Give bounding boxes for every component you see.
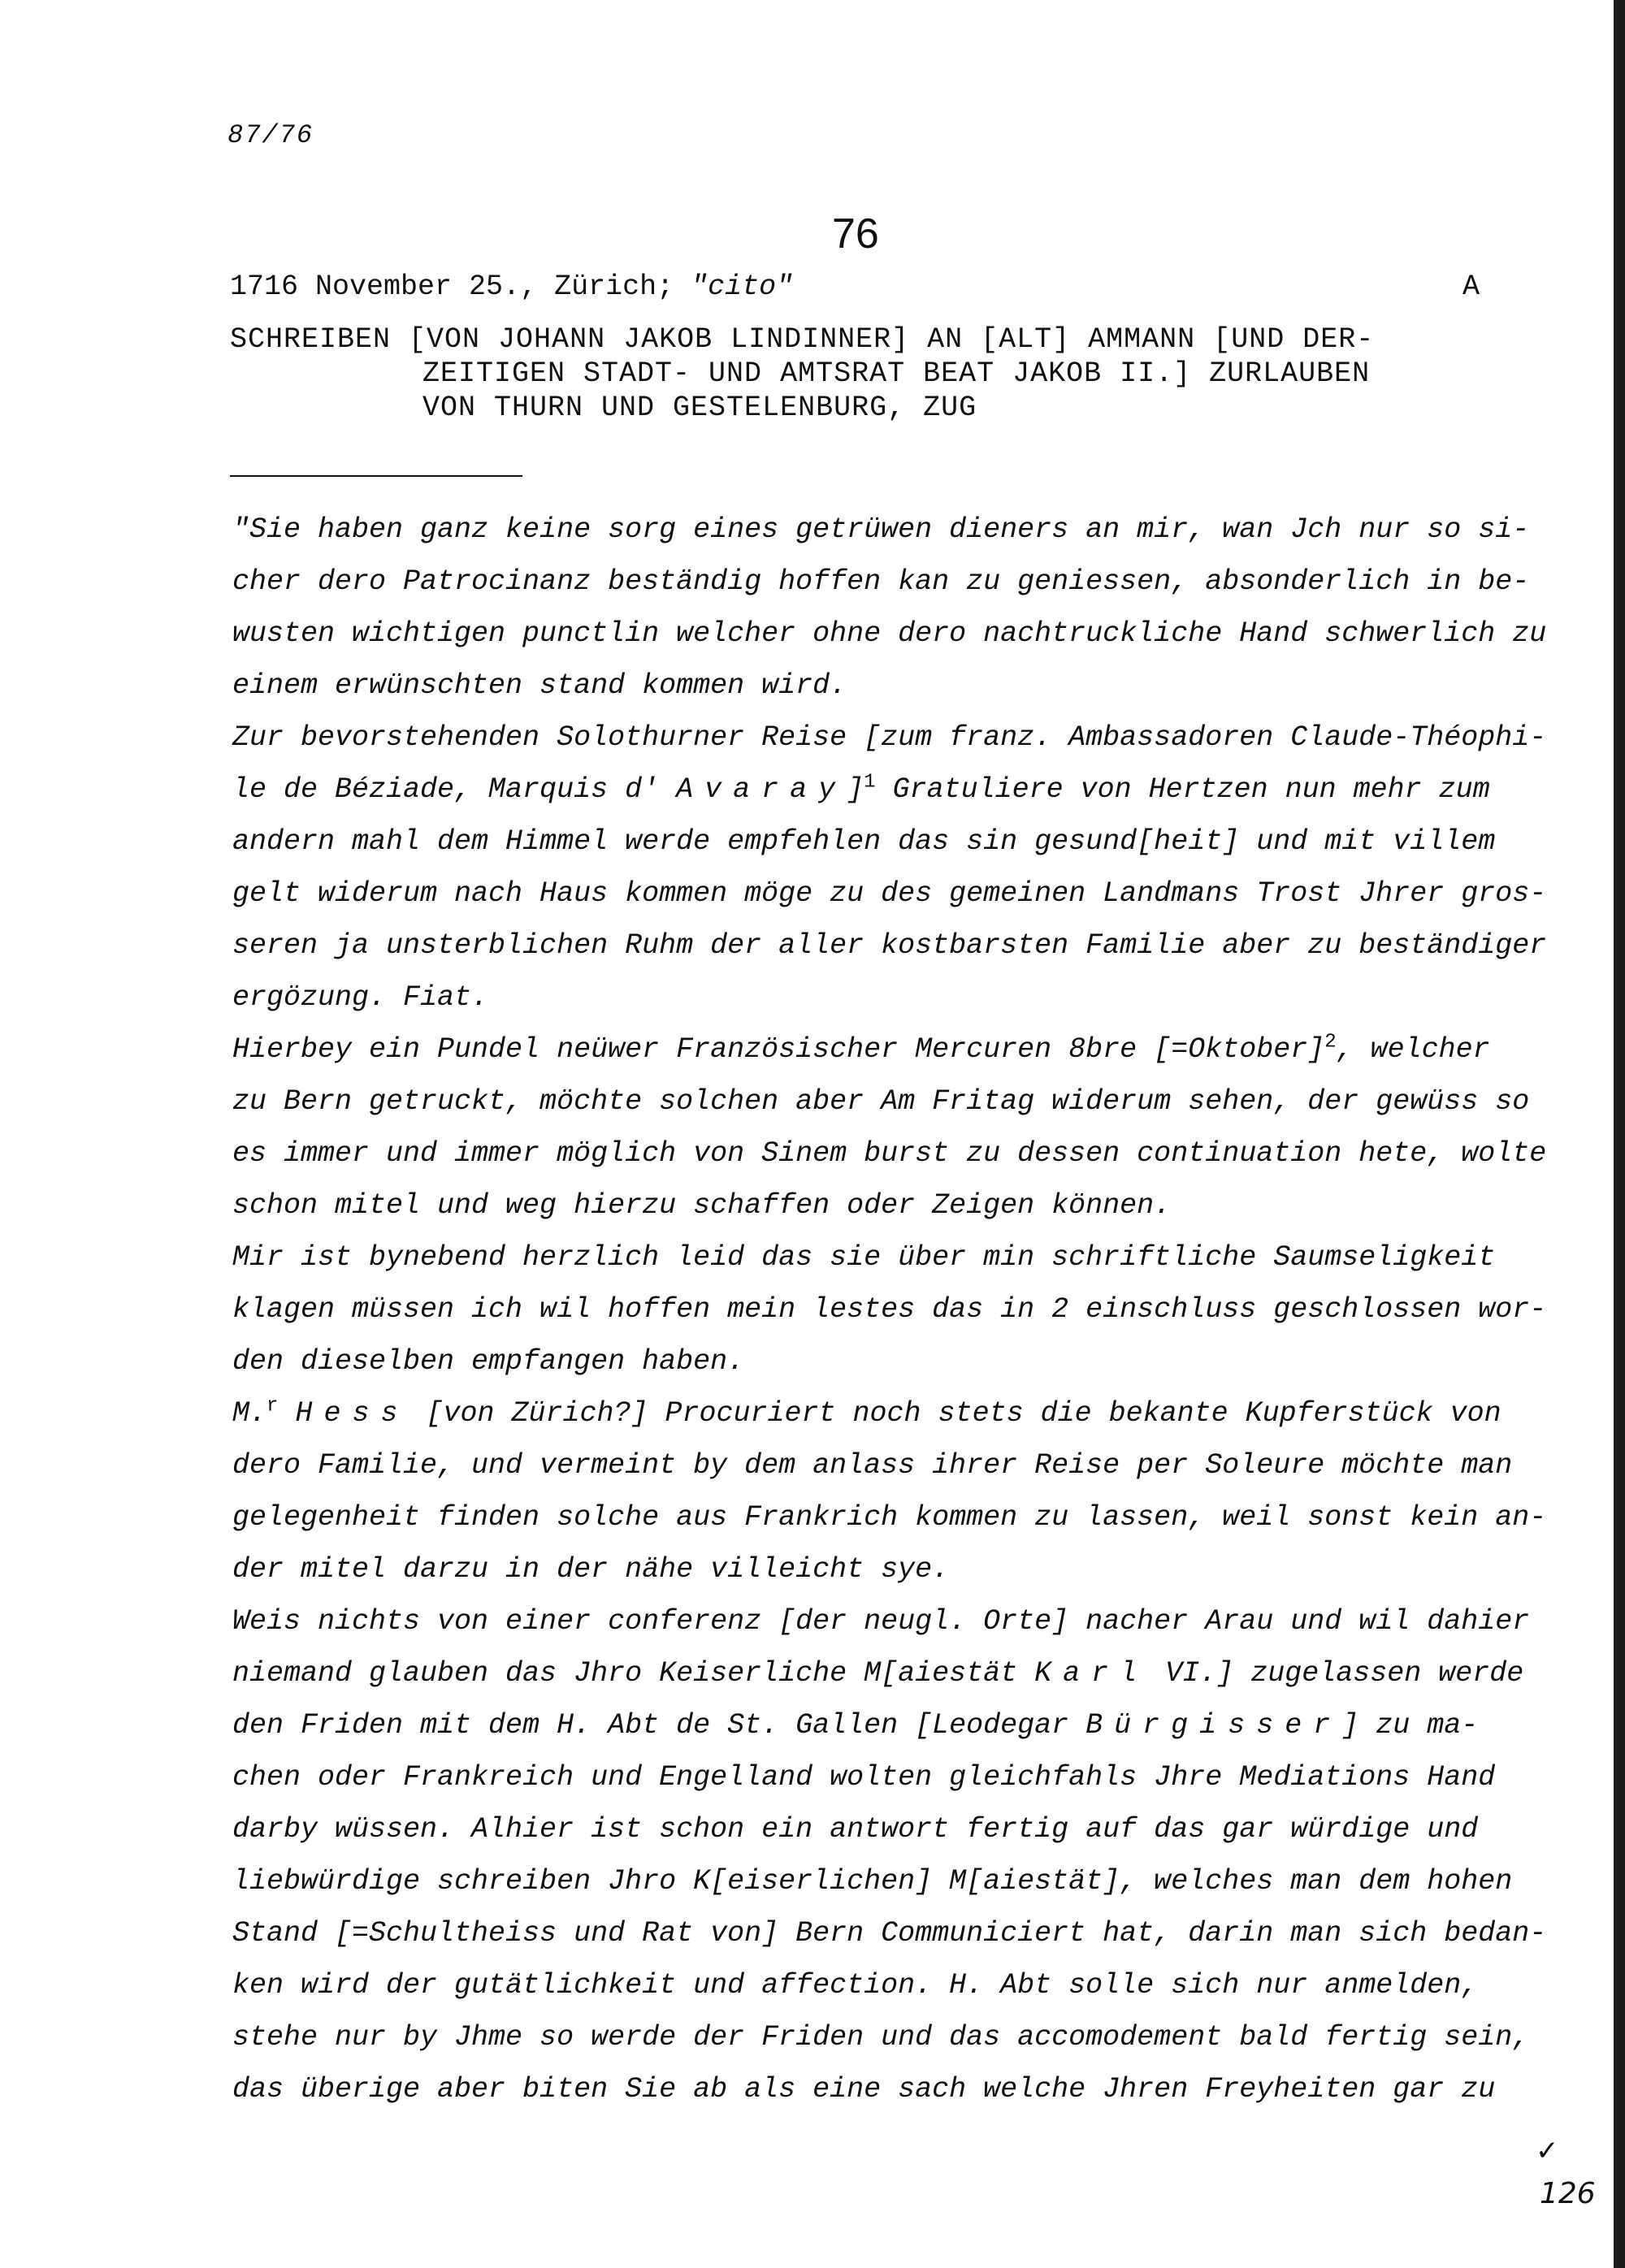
text-line: klagen müssen ich wil hoffen mein lestes das in 2 einschluss geschlossen wor-: [232, 1293, 1547, 1326]
text-line: chen oder Frankreich und Engelland wolten gleichfahls Jhre Mediations Hand: [232, 1761, 1496, 1794]
text-line: [232, 1387, 1508, 1439]
document-number: 76: [832, 210, 879, 258]
spaced-name: Hess: [295, 1397, 410, 1430]
text-segment: Gratuliere von Hertzen nun mehr zum: [875, 773, 1490, 806]
text-segment: , welcher: [1336, 1033, 1490, 1066]
cito-note: "cito": [691, 271, 794, 303]
text-segment: niemand glauben das Jhro Keiserliche M[aiestät: [232, 1657, 1035, 1690]
text-line: [232, 1647, 1524, 1699]
text-line: gelt widerum nach Haus kommen möge zu des gemeinen Landmans Trost Jhrer gros-: [232, 877, 1547, 910]
date-place-line: [230, 271, 793, 303]
text-segment: ]: [847, 773, 864, 806]
text-line: das überige aber biten Sie ab als eine sach welche Jhren Freyheiten gar zu: [232, 2073, 1496, 2106]
handwritten-check-mark: ✓: [1536, 2135, 1559, 2167]
text-line: Weis nichts von einer conferenz [der neugl. Orte] nacher Arau und wil dahier: [232, 1605, 1530, 1638]
regest-line-3: VON THURN UND GESTELENBURG, ZUG: [422, 392, 977, 424]
text-line: der mitel darzu in der nähe villeicht sye.: [232, 1553, 950, 1586]
text-line: Stand [=Schultheiss und Rat von] Bern Communiciert hat, darin man sich bedan-: [232, 1917, 1547, 1950]
spaced-name: Avaray: [676, 773, 847, 806]
classification: A: [1462, 271, 1480, 303]
text-segment: VI.] zugelassen werde: [1148, 1657, 1524, 1690]
text-segment: le de Béziade, Marquis d': [232, 773, 677, 806]
text-line: dero Familie, und vermeint by dem anlass ihrer Reise per Soleure möchte man: [232, 1449, 1513, 1482]
text-line: einem erwünschten stand kommen wird.: [232, 669, 847, 702]
text-line: [232, 764, 1508, 816]
footnote-ref: 2: [1324, 1031, 1337, 1054]
text-segment: ] zu ma-: [1341, 1709, 1479, 1742]
text-line: stehe nur by Jhme so werde der Friden und das accomodement bald fertig sein,: [232, 2021, 1530, 2054]
text-line: gelegenheit finden solche aus Frankrich kommen zu lassen, weil sonst kein an-: [232, 1501, 1547, 1534]
text-line: [232, 1699, 1508, 1751]
text-line: ken wird der gutätlichkeit und affection. H. Abt solle sich nur anmelden,: [232, 1969, 1479, 2002]
separator-rule: [230, 475, 522, 477]
text-segment: M.: [232, 1397, 267, 1430]
date-place: 1716 November 25., Zürich;: [230, 271, 691, 303]
spaced-name: Bürgisser: [1086, 1709, 1342, 1742]
text-line: [232, 1024, 1508, 1076]
text-line: wusten wichtigen punctlin welcher ohne dero nachtruckliche Hand schwerlich zu: [232, 617, 1547, 650]
text-line: liebwürdige schreiben Jhro K[eiserlichen] M[aiestät], welches man dem hohen: [232, 1865, 1513, 1898]
scan-edge: [1614, 0, 1625, 2268]
text-line: seren ja unsterblichen Ruhm der aller kostbarsten Familie aber zu beständiger: [232, 929, 1547, 962]
text-segment: den Friden mit dem H. Abt de St. Gallen [Leodegar: [232, 1709, 1086, 1742]
text-line: Zur bevorstehenden Solothurner Reise [zum franz. Ambassadoren Claude-Théophi-: [232, 721, 1547, 754]
regest-line-1: SCHREIBEN [VON JOHANN JAKOB LINDINNER] AN [ALT] AMMANN [UND DER-: [230, 323, 1375, 356]
superscript: r: [266, 1395, 279, 1418]
footnote-ref: 1: [864, 771, 876, 794]
text-line: es immer und immer möglich von Sinem burst zu dessen continuation hete, wolte: [232, 1137, 1547, 1170]
handwritten-page-number: 126: [1540, 2177, 1596, 2210]
text-segment: [von Zürich?] Procuriert noch stets die bekante Kupferstück von: [409, 1397, 1502, 1430]
spaced-name: Karl: [1034, 1657, 1149, 1690]
text-line: schon mitel und weg hierzu schaffen oder Zeigen können.: [232, 1189, 1172, 1222]
letter-text: [232, 504, 1547, 2115]
text-line: den dieselben empfangen haben.: [232, 1345, 745, 1378]
regest-line-2: ZEITIGEN STADT- UND AMTSRAT BEAT JAKOB II.] ZURLAUBEN: [422, 357, 1371, 390]
text-line: zu Bern getruckt, möchte solchen aber Am Fritag widerum sehen, der gewüss so: [232, 1085, 1530, 1118]
reference-number: 87/76: [228, 120, 314, 150]
text-line: Mir ist bynebend herzlich leid das sie über min schriftliche Saumseligkeit: [232, 1241, 1496, 1274]
text-line: andern mahl dem Himmel werde empfehlen das sin gesund[heit] und mit villem: [232, 825, 1496, 858]
text-line: "Sie haben ganz keine sorg eines getrüwen dieners an mir, wan Jch nur so si-: [232, 513, 1530, 546]
text-line: darby wüssen. Alhier ist schon ein antwort fertig auf das gar würdige und: [232, 1813, 1479, 1846]
text-line: cher dero Patrocinanz beständig hoffen kan zu geniessen, absonderlich in be-: [232, 565, 1530, 598]
text-segment: Hierbey ein Pundel neüwer Französischer Mercuren 8bre [=Oktober]: [232, 1033, 1325, 1066]
text-line: ergözung. Fiat.: [232, 981, 489, 1014]
